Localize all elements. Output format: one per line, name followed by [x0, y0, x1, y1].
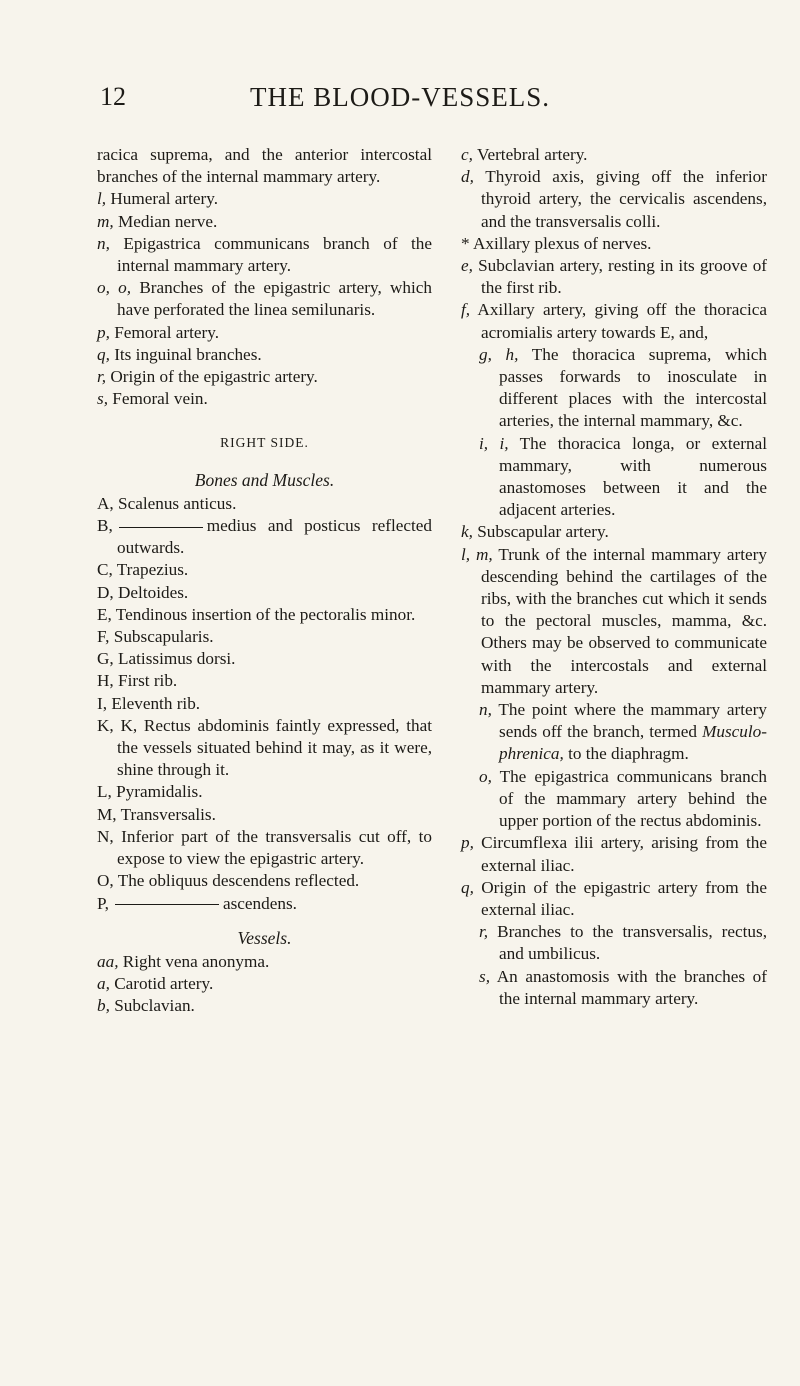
legend-entry: * Axillary plexus of nerves.: [461, 233, 652, 253]
legend-entry: r, Origin of the epigastric artery.: [97, 367, 318, 387]
ditto-dash: [119, 527, 203, 528]
section-heading: RIGHT SIDE.: [220, 435, 309, 451]
legend-entry: p, Femoral artery.: [97, 322, 220, 342]
legend-entry: s, An anastomosis with the branches of the internal mammary artery.: [479, 966, 767, 1008]
legend-entry: i, i, The thoracica longa, or external mammary, with numerous anastomoses between it and the adjacent arteries.: [479, 433, 767, 520]
legend-entry: n, Epigastrica communicans branch of the internal mammary artery.: [97, 233, 432, 276]
legend-entry: f, Axillary artery, giving off the thoracica acromialis artery towards E, and,: [461, 300, 767, 342]
legend-entry: l, Humeral artery.: [97, 189, 219, 209]
legend-entry: H, First rib.: [97, 671, 178, 691]
page-number: 12: [100, 82, 126, 111]
legend-entry: b, Subclavian.: [97, 996, 195, 1016]
legend-entry: G, Latissimus dorsi.: [97, 649, 236, 669]
ditto-dash: [115, 904, 219, 905]
legend-entry: e, Subclavian artery, resting in its groove of the first rib.: [461, 256, 768, 298]
bones-list: [97, 493, 432, 915]
intro-continuation: racica suprema, and the anterior intercostal branches of the internal mammary artery.: [97, 145, 432, 187]
legend-entry: N, Inferior part of the transversalis cut off, to expose to view the epigastric artery.: [97, 826, 433, 869]
legend-entry: k, Subscapular artery.: [461, 522, 609, 542]
intro-list: [97, 144, 432, 410]
legend-entry: n, The point where the mammary artery sends off the branch, termed Musculo-phrenica, to the diaphragm.: [479, 700, 767, 764]
legend-entry: K, K, Rectus abdominis faintly expressed, that the vessels situated behind it may, as it were, shine through it.: [97, 715, 432, 780]
legend-entry: c, Vertebral artery.: [461, 145, 588, 164]
running-title: THE BLOOD-VESSELS.: [250, 82, 550, 112]
left-column: [97, 144, 432, 1018]
legend-entry: q, Origin of the epigastric artery from the external iliac.: [461, 877, 767, 919]
legend-entry: M, Transversalis.: [97, 804, 216, 824]
legend-entry: q, Its inguinal branches.: [97, 344, 262, 364]
legend-entry: m, Median nerve.: [97, 211, 218, 231]
legend-entry: I, Eleventh rib.: [97, 693, 201, 713]
legend-entry: A, Scalenus anticus.: [97, 493, 237, 513]
page-header: [0, 82, 800, 122]
legend-entry: C, Trapezius.: [97, 560, 189, 580]
legend-entry: l, m, Trunk of the internal mammary artery descending behind the cartilages of the ribs, with the branches cut which it sends to the pectoral muscles, mamma, &c. Others may be observed to communicate with the intercostals and external mammary artery.: [461, 544, 767, 697]
legend-entry: D, Deltoides.: [97, 582, 189, 602]
legend-entry: r, Branches to the transversalis, rectus, and umbilicus.: [479, 922, 767, 964]
legend-entry: P, ascendens.: [97, 893, 297, 913]
bones-heading: Bones and Muscles.: [194, 469, 335, 490]
legend-entry: o, The epigastrica communicans branch of the mammary artery behind the upper portion of the rectus abdominis.: [479, 766, 767, 831]
legend-entry: O, The obliquus descendens reflected.: [97, 871, 360, 891]
legend-entry: B, medius and posticus reflected outwards.: [97, 516, 432, 558]
legend-entry: s, Femoral vein.: [97, 389, 208, 409]
legend-entry: F, Subscapularis.: [97, 627, 214, 647]
legend-entry: L, Pyramidalis.: [97, 782, 203, 802]
vessels-heading: Vessels.: [237, 927, 292, 948]
legend-entry: p, Circumflexa ilii artery, arising from the external iliac.: [461, 833, 767, 875]
legend-entry: E, Tendinous insertion of the pectoralis minor.: [97, 604, 416, 624]
legend-entry: d, Thyroid axis, giving off the inferior thyroid artery, the cervicalis ascendens, and the transversalis colli.: [461, 167, 767, 231]
legend-entry: g, h, The thoracica suprema, which passes forwards to inosculate in different places with the intercostal arteries, the internal mammary, &c.: [479, 344, 767, 431]
legend-entry: a, Carotid artery.: [97, 974, 214, 994]
right-column: [461, 144, 767, 1010]
legend-entry: aa, Right vena anonyma.: [97, 951, 270, 971]
legend-entry: o, o, Branches of the epigastric artery, which have perforated the linea semilunaris.: [97, 278, 433, 320]
vessels-list: [97, 951, 432, 1018]
